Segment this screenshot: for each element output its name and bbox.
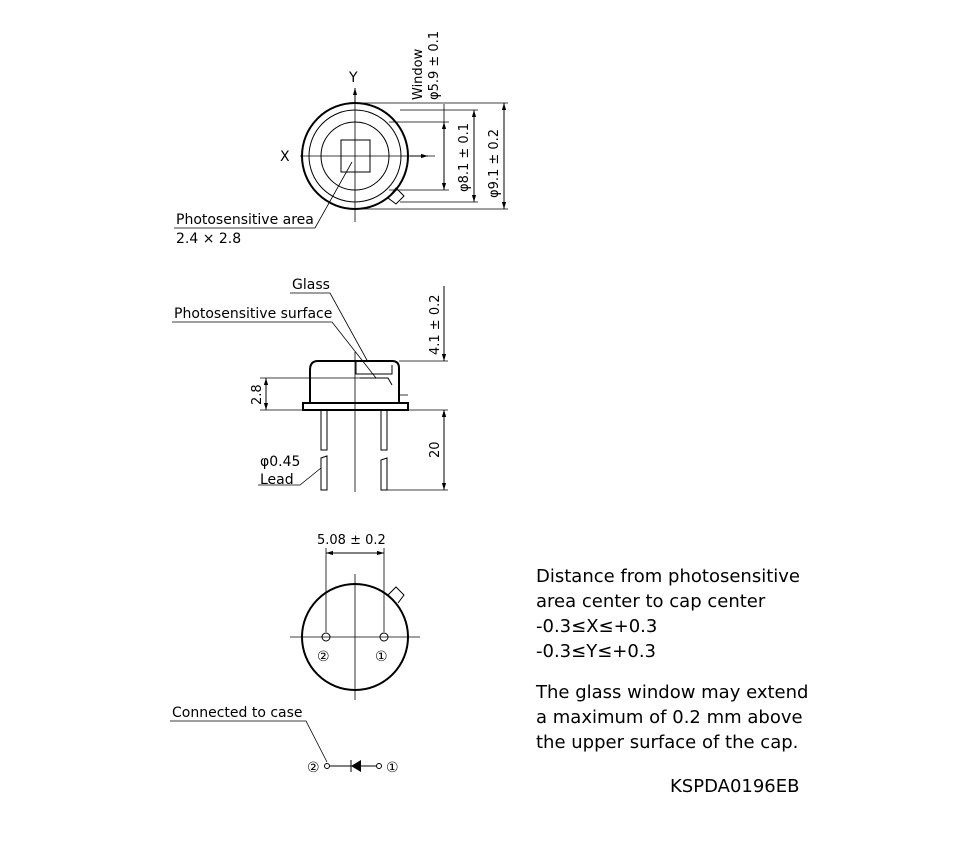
- area-label: Photosensitive area: [176, 212, 314, 228]
- note-line-1: Distance from photosensitive: [536, 566, 800, 587]
- glass-window: [356, 362, 392, 374]
- case-leader-line: [170, 721, 327, 762]
- outer-cap-dimension: φ9.1 ± 0.2: [487, 128, 502, 198]
- lead-diameter: φ0.45: [260, 454, 301, 470]
- schematic: [170, 705, 399, 776]
- note-line-3: -0.3≤X≤+0.3: [536, 616, 658, 637]
- terminal-1: [377, 764, 382, 769]
- glass-leader-line: [290, 293, 368, 362]
- case-label: Connected to case: [172, 705, 303, 721]
- window-dimension: φ5.9 ± 0.1: [427, 30, 442, 100]
- inner-cap-dimension: φ8.1 ± 0.1: [457, 122, 472, 192]
- lead-left-upper: [321, 410, 327, 450]
- note-line-4: -0.3≤Y≤+0.3: [536, 641, 656, 662]
- lead-right-lower: [381, 458, 387, 490]
- surface-dimension: 2.8: [250, 384, 265, 405]
- bottom-tab: [388, 587, 404, 603]
- note-line-7: the upper surface of the cap.: [536, 732, 799, 753]
- terminal-2: [325, 764, 330, 769]
- surface-label: Photosensitive surface: [174, 306, 333, 322]
- document-code: KSPDA0196EB: [670, 776, 800, 797]
- surface-leader-line: [172, 322, 376, 378]
- diode-symbol: [351, 760, 361, 772]
- height-dimension: 4.1 ± 0.2: [428, 294, 443, 355]
- note-line-2: area center to cap center: [536, 591, 766, 612]
- pin-1-label: ①: [375, 649, 388, 665]
- photosensitive-surface-line: [360, 378, 392, 385]
- x-axis-label: X: [280, 149, 290, 165]
- flange: [303, 403, 408, 410]
- y-axis-label: Y: [349, 70, 358, 86]
- area-dimension: 2.4 × 2.8: [176, 231, 242, 247]
- note-line-5: The glass window may extend: [536, 682, 809, 703]
- bottom-view: [290, 533, 420, 700]
- lead-length-dimension: 20: [428, 441, 443, 458]
- notes: [535, 566, 808, 797]
- glass-label: Glass: [292, 277, 330, 293]
- lead-left-lower: [321, 456, 327, 490]
- lead-right-upper: [381, 410, 387, 450]
- pitch-dimension: 5.08 ± 0.2: [317, 533, 386, 548]
- note-line-6: a maximum of 0.2 mm above: [536, 707, 803, 728]
- schematic-pin-1: ①: [386, 760, 399, 776]
- cap-body: [310, 361, 399, 403]
- schematic-pin-2: ②: [307, 760, 320, 776]
- window-label: Window: [411, 48, 426, 100]
- side-view: [172, 277, 448, 492]
- pin-2-label: ②: [317, 649, 330, 665]
- lead-label: Lead: [260, 472, 294, 488]
- top-view: [174, 31, 508, 247]
